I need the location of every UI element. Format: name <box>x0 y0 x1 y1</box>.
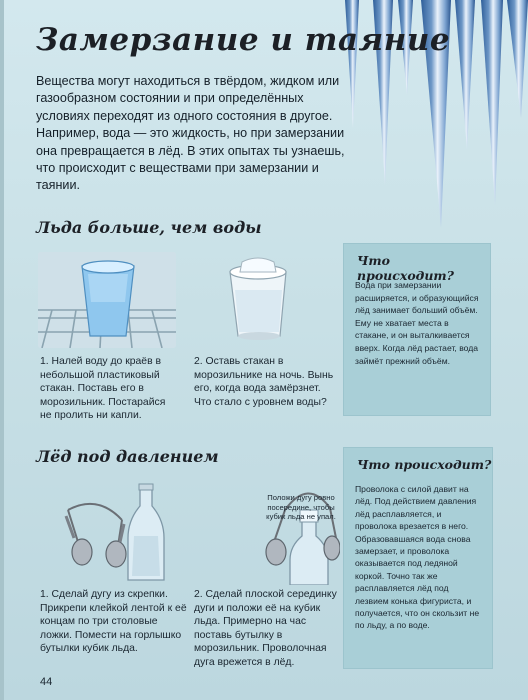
page-number: 44 <box>40 676 53 688</box>
photo-frozen-cup <box>190 252 330 348</box>
box-title: Что происходит? <box>357 253 454 283</box>
photo-cup-in-freezer <box>38 252 176 348</box>
photo-bottle-with-spoons <box>38 480 188 585</box>
section-heading-ice-under-pressure: Лёд под давлением <box>36 447 219 466</box>
box-text: Проволока с силой давит на лёд. Под действием давления лёд расплавляется, и проволока врезается в него. Образовавшаяся вода снова замерзает, и проволока оказывается под ледяной коркой. Точно так же расплавляется лёд под лезвием конька фигуриста, и получается, что он скользит не по льду, а по воде. <box>355 484 480 631</box>
what-happens-box-2 <box>343 447 493 669</box>
step1-text: 1. Сделай дугу из скрепки. Прикрепи клейкой лентой к её концам по три столовые ложки. Помести на горлышко бутылки кубик льда. <box>40 589 187 655</box>
note-center-the-wire: Положи дугу ровно посередине, чтобы кубик льда не упал. <box>266 493 336 522</box>
section-heading-more-ice: Льда больше, чем воды <box>36 218 262 237</box>
book-spine-edge <box>0 0 4 700</box>
step2-text: 2. Сделай плоской серединку дуги и положи её на кубик льда. Примерно на час поставь бутылку в морозильник. Проволочная дуга врежется в лёд. <box>194 589 337 668</box>
what-happens-box-1 <box>343 243 491 416</box>
step2-text: 2. Оставь стакан в морозильнике на ночь. Вынь его, когда вода замёрзнет. Что стало с уровнем воды? <box>194 356 334 408</box>
page-title: Замерзание и таяние <box>36 22 451 58</box>
box-text: Вода при замерзании расширяется, и образующийся лёд занимает больший объём. Ему не хватает места в стакане, и он выталкивается вверх. Когда лёд растает, вода займёт прежний объём. <box>355 280 479 366</box>
box-title: Что происходит? <box>357 457 492 472</box>
step1-text: 1. Налей воду до краёв в небольшой пластиковый стакан. Поставь его в морозильник. Постарайся не пролить ни капли. <box>40 356 166 422</box>
intro-paragraph: Вещества могут находиться в твёрдом, жидком или газообразном состоянии и при определённых условиях переходят из одного состояния в другое. Например, вода — это жидкость, но при замерзании она превращается в лёд. В этих опытах ты узнаешь, что происходит с веществами при замерзании и таянии. <box>36 74 345 193</box>
